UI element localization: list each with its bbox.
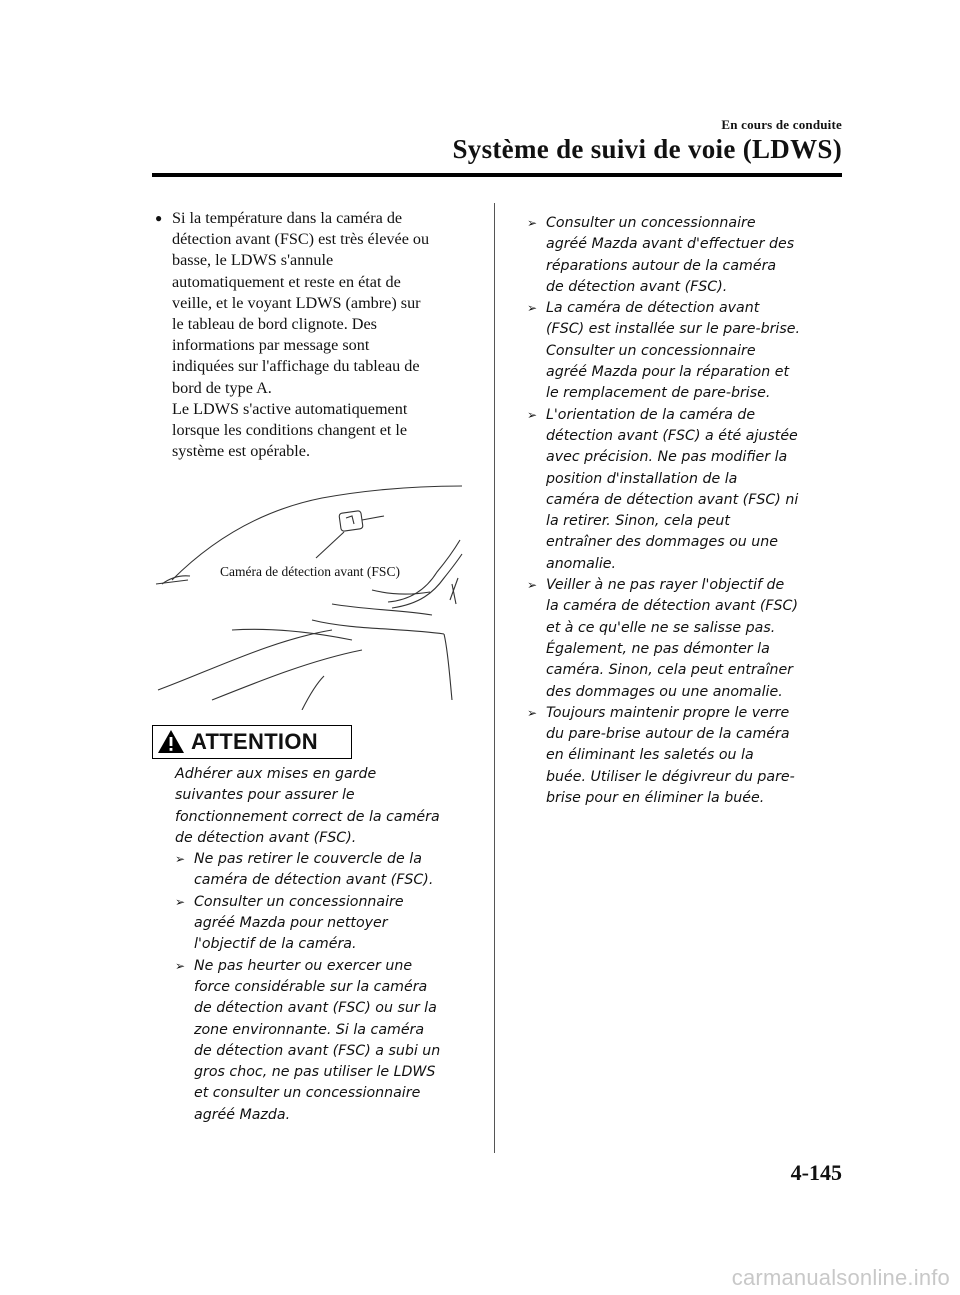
caution-item [527, 213, 845, 298]
list-item-line: zone environnante. Si la caméra [194, 1021, 425, 1038]
caution-item [527, 405, 845, 575]
paragraph-line: Si la température dans la caméra de [172, 209, 403, 227]
attention-list [175, 849, 475, 1126]
page-title: Système de suivi de voie (LDWS) [452, 134, 842, 164]
bullet-text [172, 208, 475, 462]
attention-intro-line: de détection avant (FSC). [175, 829, 357, 846]
list-item-line: et consulter un concessionnaire [194, 1085, 421, 1102]
attention-body [175, 764, 475, 1126]
section-label: En cours de conduite [721, 117, 842, 132]
windshield-camera-figure [152, 480, 464, 710]
list-item-line: caméra de détection avant (FSC) ni [546, 491, 799, 508]
list-item-line: La caméra de détection avant [546, 300, 760, 317]
list-item-line: le remplacement de pare-brise. [546, 385, 771, 402]
list-item-line: force considérable sur la caméra [194, 978, 428, 995]
list-item-line: caméra de détection avant (FSC). [194, 872, 434, 889]
warning-icon [157, 729, 185, 755]
attention-intro [175, 764, 475, 849]
list-item-line: détection avant (FSC) a été ajustée [546, 427, 798, 444]
list-item-line: caméra. Sinon, cela peut entraîner [546, 662, 793, 679]
list-item-line: Consulter un concessionnaire [194, 893, 404, 910]
list-item-line: de détection avant (FSC) ou sur la [194, 1000, 437, 1017]
paragraph-line: informations par message sont [172, 336, 370, 355]
list-item-line: agréé Mazda. [194, 1106, 291, 1123]
watermark: carmanualsonline.info [731, 1265, 950, 1290]
paragraph-line: bord de type A. [172, 378, 272, 397]
list-item-line: (FSC) est installée sur le pare-brise. [546, 321, 800, 338]
arrow-bullet-icon: ➢ [527, 301, 538, 316]
list-item-line: Ne pas retirer le couvercle de la [194, 851, 422, 868]
windshield-illustration [152, 480, 464, 710]
list-item-line: Veiller à ne pas rayer l'objectif de [546, 577, 785, 594]
list-item-line: agréé Mazda pour nettoyer [194, 915, 388, 932]
caution-list [527, 213, 845, 809]
paragraph-line: basse, le LDWS s'annule [172, 251, 334, 270]
list-item-line: buée. Utiliser le dégivreur du pare- [546, 768, 795, 785]
arrow-bullet-icon: ➢ [175, 958, 186, 973]
bullet-paragraph [155, 208, 475, 462]
paragraph-line: le tableau de bord clignote. Des [172, 315, 377, 334]
list-item-line: la caméra de détection avant (FSC) [546, 598, 798, 615]
attention-intro-line: suivantes pour assurer le [175, 787, 355, 804]
list-item-line: agréé Mazda pour la réparation et [546, 364, 790, 381]
arrow-bullet-icon: ➢ [175, 894, 186, 909]
list-item-line: Ne pas heurter ou exercer une [194, 957, 413, 974]
figure-caption: Caméra de détection avant (FSC) [220, 564, 400, 579]
list-item-line: réparations autour de la caméra [546, 257, 777, 274]
list-item-line: position d'installation de la [546, 470, 738, 487]
attention-intro-line: fonctionnement correct de la caméra [175, 808, 440, 825]
attention-item [175, 956, 475, 1126]
left-column [155, 208, 475, 462]
bullet-icon: ● [155, 211, 163, 225]
list-item-line: de détection avant (FSC). [546, 278, 728, 295]
caution-item [527, 575, 845, 703]
list-item-line: avec précision. Ne pas modifier la [546, 449, 788, 466]
caution-item [527, 703, 845, 809]
list-item-line: agréé Mazda avant d'effectuer des [546, 236, 795, 253]
list-item-line: entraîner des dommages ou une [546, 534, 779, 551]
paragraph-line: détection avant (FSC) est très élevée ou [172, 230, 430, 249]
attention-intro-line: Adhérer aux mises en garde [175, 766, 377, 782]
list-item-line: Consulter un concessionnaire [546, 215, 756, 231]
list-item-line: L'orientation de la caméra de [546, 406, 756, 423]
list-item-line: l'objectif de la caméra. [194, 936, 357, 953]
attention-item [175, 892, 475, 956]
list-item-line: et à ce qu'elle ne se salisse pas. [546, 619, 776, 636]
header-rule [152, 173, 842, 177]
attention-label: ATTENTION [191, 729, 318, 754]
attention-header [152, 725, 352, 759]
list-item-line: en éliminant les saletés ou la [546, 747, 754, 764]
attention-item [175, 849, 475, 892]
paragraph-line: automatiquement et reste en état de [172, 272, 401, 291]
list-item-line: gros choc, ne pas utiliser le LDWS [194, 1064, 436, 1081]
list-item-line: brise pour en éliminer la buée. [546, 790, 765, 807]
paragraph-line: indiquées sur l'affichage du tableau de [172, 357, 420, 376]
arrow-bullet-icon: ➢ [527, 578, 538, 593]
caution-item [527, 298, 845, 404]
paragraph-line: lorsque les conditions changent et le [172, 421, 408, 440]
page-number: 4-145 [790, 1160, 842, 1185]
list-item-line: du pare-brise autour de la caméra [546, 726, 790, 743]
list-item-line: la retirer. Sinon, cela peut [546, 513, 730, 530]
arrow-bullet-icon: ➢ [527, 216, 538, 230]
list-item-line: anomalie. [546, 555, 617, 572]
arrow-bullet-icon: ➢ [527, 407, 538, 422]
list-item-line: de détection avant (FSC) a subi un [194, 1042, 441, 1059]
list-item-line: Toujours maintenir propre le verre [546, 704, 790, 721]
list-item-line: des dommages ou une anomalie. [546, 683, 783, 700]
arrow-bullet-icon: ➢ [175, 852, 186, 867]
right-column [527, 213, 845, 809]
paragraph-line: Le LDWS s'active automatiquement [172, 399, 408, 418]
list-item-line: Consulter un concessionnaire [546, 342, 756, 359]
list-item-line: Également, ne pas démonter la [546, 640, 770, 657]
arrow-bullet-icon: ➢ [527, 705, 538, 720]
column-divider [494, 203, 495, 1153]
paragraph-line: veille, et le voyant LDWS (ambre) sur [172, 293, 421, 312]
paragraph-line: système est opérable. [172, 442, 310, 461]
